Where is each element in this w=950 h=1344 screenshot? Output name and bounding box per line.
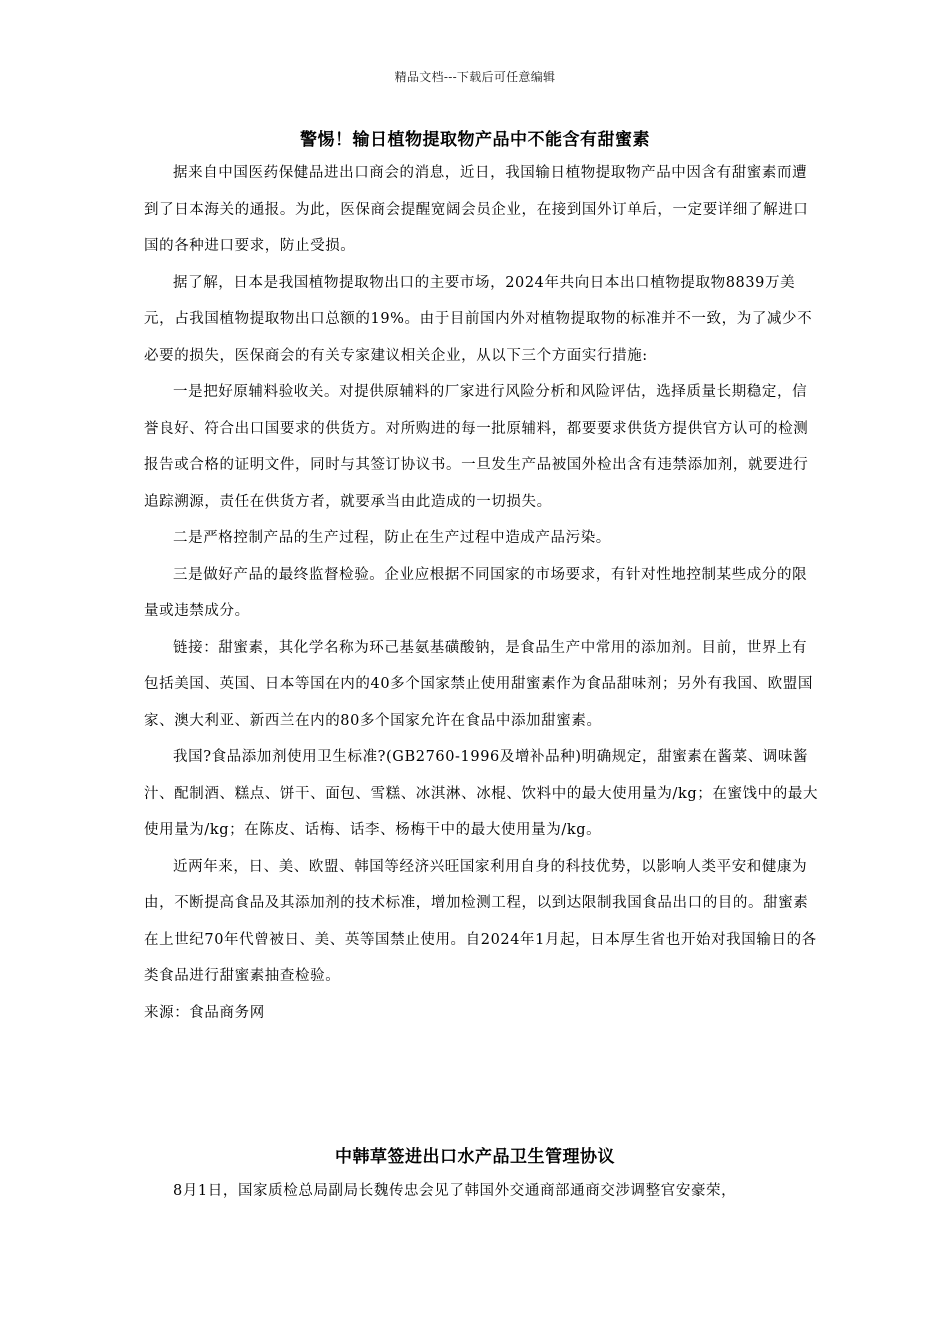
article-body (144, 1173, 820, 1210)
paragraph: 一是把好原辅料验收关。对提供原辅料的厂家进行风险分析和风险评估，选择质量长期稳定，信誉良好、符合出口国要求的供货方。对所购进的每一批原辅料，都要要求供货方提供官方认可的检测报告或合格的证明文件，同时与其签订协议书。一旦发生产品被国外检出含有违禁添加剂，就要进行追踪溯源，责任在供货方者，就要承当由此造成的一切损失。 (144, 384, 809, 510)
article-title: 中韩草签进出口水产品卫生管理协议 (335, 1147, 615, 1167)
article-title: 警惕！输日植物提取物产品中不能含有甜蜜素 (300, 130, 650, 150)
paragraph: 三是做好产品的最终监督检验。企业应根据不同国家的市场要求，有针对性地控制某些成分的限量或违禁成分。 (144, 566, 808, 619)
paragraph: 据了解，日本是我国植物提取物出口的主要市场，2024年共向日本出口植物提取物8839万美元，占我国植物提取物出口总额的19%。由于目前国内外对植物提取物的标准并不一致，为了减少不必要的损失，医保商会的有关专家建议相关企业，从以下三个方面实行措施: (144, 274, 813, 364)
document-header-note: 精品文档---下载后可任意编辑 (394, 70, 556, 84)
article-body (144, 155, 820, 1031)
source-line: 来源：食品商务网 (144, 1004, 265, 1021)
paragraph: 近两年来，日、美、欧盟、韩国等经济兴旺国家利用自身的科技优势，以影响人类平安和健康为由，不断提高食品及其添加剂的技术标准，增加检测工程，以到达限制我国食品出口的目的。甜蜜素在上世纪70年代曾被日、美、英等国禁止使用。自2024年1月起，日本厚生省也开始对我国输日的各类食品进行甜蜜素抽查检验。 (144, 858, 817, 984)
paragraph: 我国?食品添加剂使用卫生标准?(GB2760-1996及增补品种)明确规定，甜蜜素在酱菜、调味酱汁、配制酒、糕点、饼干、面包、雪糕、冰淇淋、冰棍、饮料中的最大使用量为/kg；在蜜饯中的最大使用量为/kg；在陈皮、话梅、话李、杨梅干中的最大使用量为/kg。 (144, 749, 819, 838)
paragraph: 二是严格控制产品的生产过程，防止在生产过程中造成产品污染。 (173, 530, 611, 546)
paragraph: 据来自中国医药保健品进出口商会的消息，近日，我国输日植物提取物产品中因含有甜蜜素而遭到了日本海关的通报。为此，医保商会提醒宽阔会员企业，在接到国外订单后，一定要详细了解进口国的各种进口要求，防止受损。 (144, 165, 809, 254)
paragraph: 8月1日，国家质检总局副局长魏传忠会见了韩国外交通商部通商交涉调整官安豪荣， (173, 1183, 737, 1199)
paragraph: 链接：甜蜜素，其化学名称为环己基氨基磺酸钠，是食品生产中常用的添加剂。目前，世界上有包括美国、英国、日本等国在内的40多个国家禁止使用甜蜜素作为食品甜味剂；另外有我国、欧盟国家、澳大利亚、新西兰在内的80多个国家允许在食品中添加甜蜜素。 (144, 639, 813, 729)
